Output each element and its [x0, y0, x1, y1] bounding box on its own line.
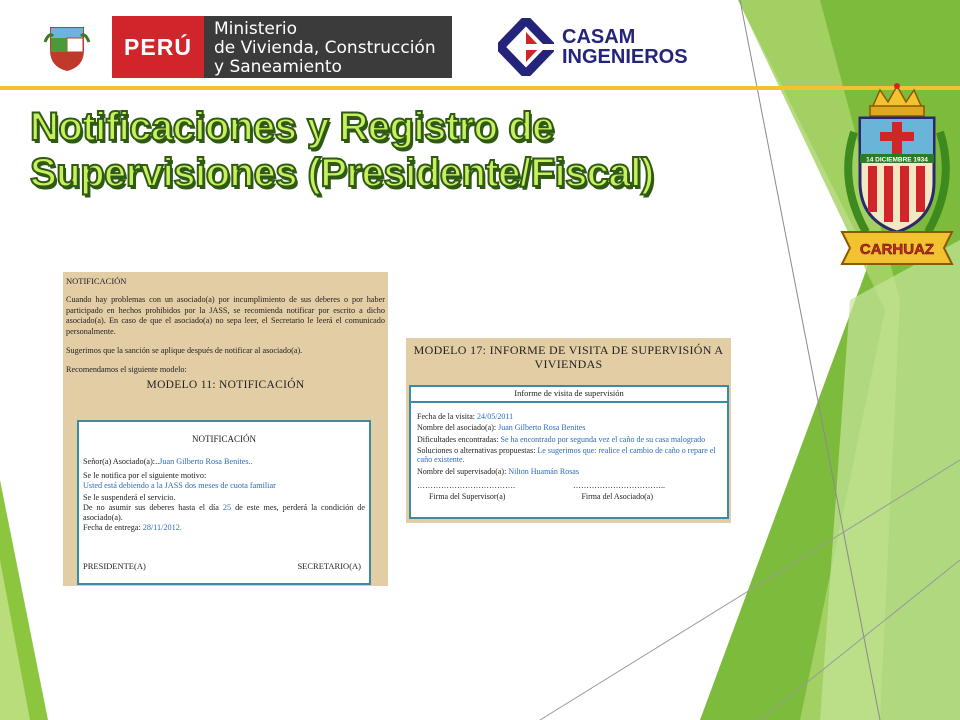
- header-gold-line: [0, 86, 960, 90]
- deberes-pre: De no asumir sus deberes hasta el día: [83, 503, 219, 512]
- notification-senor-row: [83, 457, 365, 467]
- doc1-paragraph-2: Sugerimos que la sanción se aplique después de notificar al asociado(a).: [66, 346, 303, 356]
- deberes-day: 25: [222, 503, 232, 512]
- notification-form-title: NOTIFICACIÓN: [192, 434, 256, 444]
- signature-line-right: ……………………………..: [573, 480, 665, 490]
- associate-name-value: Juan Gilberto Rosa Benites: [498, 422, 586, 432]
- doc1-paragraph-1: Cuando hay problemas con un asociado(a) por incumplimiento de sus deberes o por haber participado en hechos prohibidos por la JASS, se recomienda notificar por escrito a dicho asociado(a). En caso de que el asociado(a) no sepa leer, el Secretario le leerá el comunicado personalmente.: [66, 295, 385, 336]
- doc1-paragraph-3: Recomendamos el siguiente modelo:: [66, 365, 187, 375]
- associate-name-label: Nombre del asociado(a):: [417, 422, 497, 432]
- peru-label: PERÚ: [112, 16, 204, 78]
- emblem-date: 14 DICIEMBRE 1934: [866, 156, 928, 164]
- supervised-name-label: Nombre del supervisado(a):: [417, 467, 507, 477]
- carhuaz-emblem: [836, 82, 958, 268]
- notification-form-box: [77, 420, 371, 585]
- solutions-row: [417, 446, 721, 465]
- difficulties-label: Dificultades encontradas:: [417, 435, 499, 445]
- ministry-line-1: Ministerio: [214, 19, 297, 39]
- doc2-model-title: MODELO 17: INFORME DE VISITA DE SUPERVISIÓN A VIVIENDAS: [413, 343, 724, 371]
- casam-line-2: INGENIEROS: [562, 46, 688, 68]
- supervision-form-box: [409, 385, 729, 519]
- casam-name: [562, 27, 688, 67]
- signature-lines: [417, 481, 721, 490]
- emblem-ribbon-text: CARHUAZ: [859, 241, 935, 258]
- signature-presidente: PRESIDENTE(A): [83, 561, 146, 571]
- motivo-label: Se le notifica por el siguiente motivo:: [83, 471, 207, 480]
- fecha-entrega-label: Fecha de entrega:: [83, 523, 141, 532]
- right-pale-band: [820, 240, 960, 720]
- crown-icon: [870, 83, 924, 116]
- title-line-2: Supervisiones (Presidente/Fiscal): [30, 151, 654, 195]
- fecha-entrega-value: 28/11/2012.: [142, 523, 182, 532]
- notification-signatures: [83, 561, 361, 571]
- signature-asociado: Firma del Asociado(a): [581, 492, 653, 502]
- signature-secretario: SECRETARIO(A): [297, 561, 361, 571]
- senor-label: Señor(a) Asociado(a):..: [83, 457, 160, 466]
- senor-value: Juan Gilberto Rosa Benites..: [159, 457, 253, 466]
- visit-date-label: Fecha de la visita:: [417, 412, 475, 422]
- doc1-model-title: MODELO 11: NOTIFICACIÓN: [146, 378, 305, 391]
- casam-line-1: CASAM: [562, 26, 636, 48]
- difficulties-row: [417, 435, 721, 444]
- suspend-text: Se le suspenderá el servicio.: [83, 493, 176, 502]
- visit-date-value: 24/05/2011: [476, 412, 514, 422]
- supervision-form-header: Informe de visita de supervisión: [411, 387, 727, 403]
- ministry-line-3: y Saneamiento: [214, 57, 342, 77]
- associate-name-row: [417, 423, 721, 432]
- supervision-signatures: [417, 492, 721, 501]
- solutions-label: Soluciones o alternativas propuestas:: [417, 445, 536, 455]
- ministry-line-2: de Vivienda, Construcción: [214, 38, 436, 58]
- peru-shield-icon: [22, 16, 112, 78]
- casam-mark-icon: [498, 18, 554, 76]
- signature-line-left: ……………………………….: [417, 480, 515, 490]
- difficulties-value: Se ha encontrado por segunda vez el caño de su casa malogrado: [500, 435, 706, 445]
- supervision-document: [406, 338, 731, 523]
- casam-logo: [498, 18, 698, 76]
- notification-document: [63, 272, 388, 586]
- slide-title: [30, 104, 750, 196]
- visit-date-row: [417, 412, 721, 421]
- title-line-1: Notificaciones y Registro de: [30, 105, 554, 149]
- ribbon-icon: [842, 232, 952, 264]
- ministry-name: [204, 16, 452, 78]
- deberes-post: de este mes, perderá la condición de asociado(a).: [83, 503, 365, 522]
- doc1-heading: NOTIFICACIÓN: [66, 276, 127, 286]
- fecha-entrega-row: [83, 523, 365, 533]
- solutions-value: Le sugerimos que: realice el cambio de caño o repare el caño existente.: [417, 445, 716, 465]
- supervised-name-row: [417, 467, 721, 476]
- supervised-name-value: Nilton Huamán Rosas: [508, 467, 579, 477]
- ministry-logo: [22, 16, 452, 78]
- motivo-value: Usted está debiendo a la JASS dos meses de cuota familiar: [83, 481, 276, 490]
- deberes-text: [83, 503, 365, 523]
- signature-supervisor: Firma del Supervisor(a): [429, 492, 506, 502]
